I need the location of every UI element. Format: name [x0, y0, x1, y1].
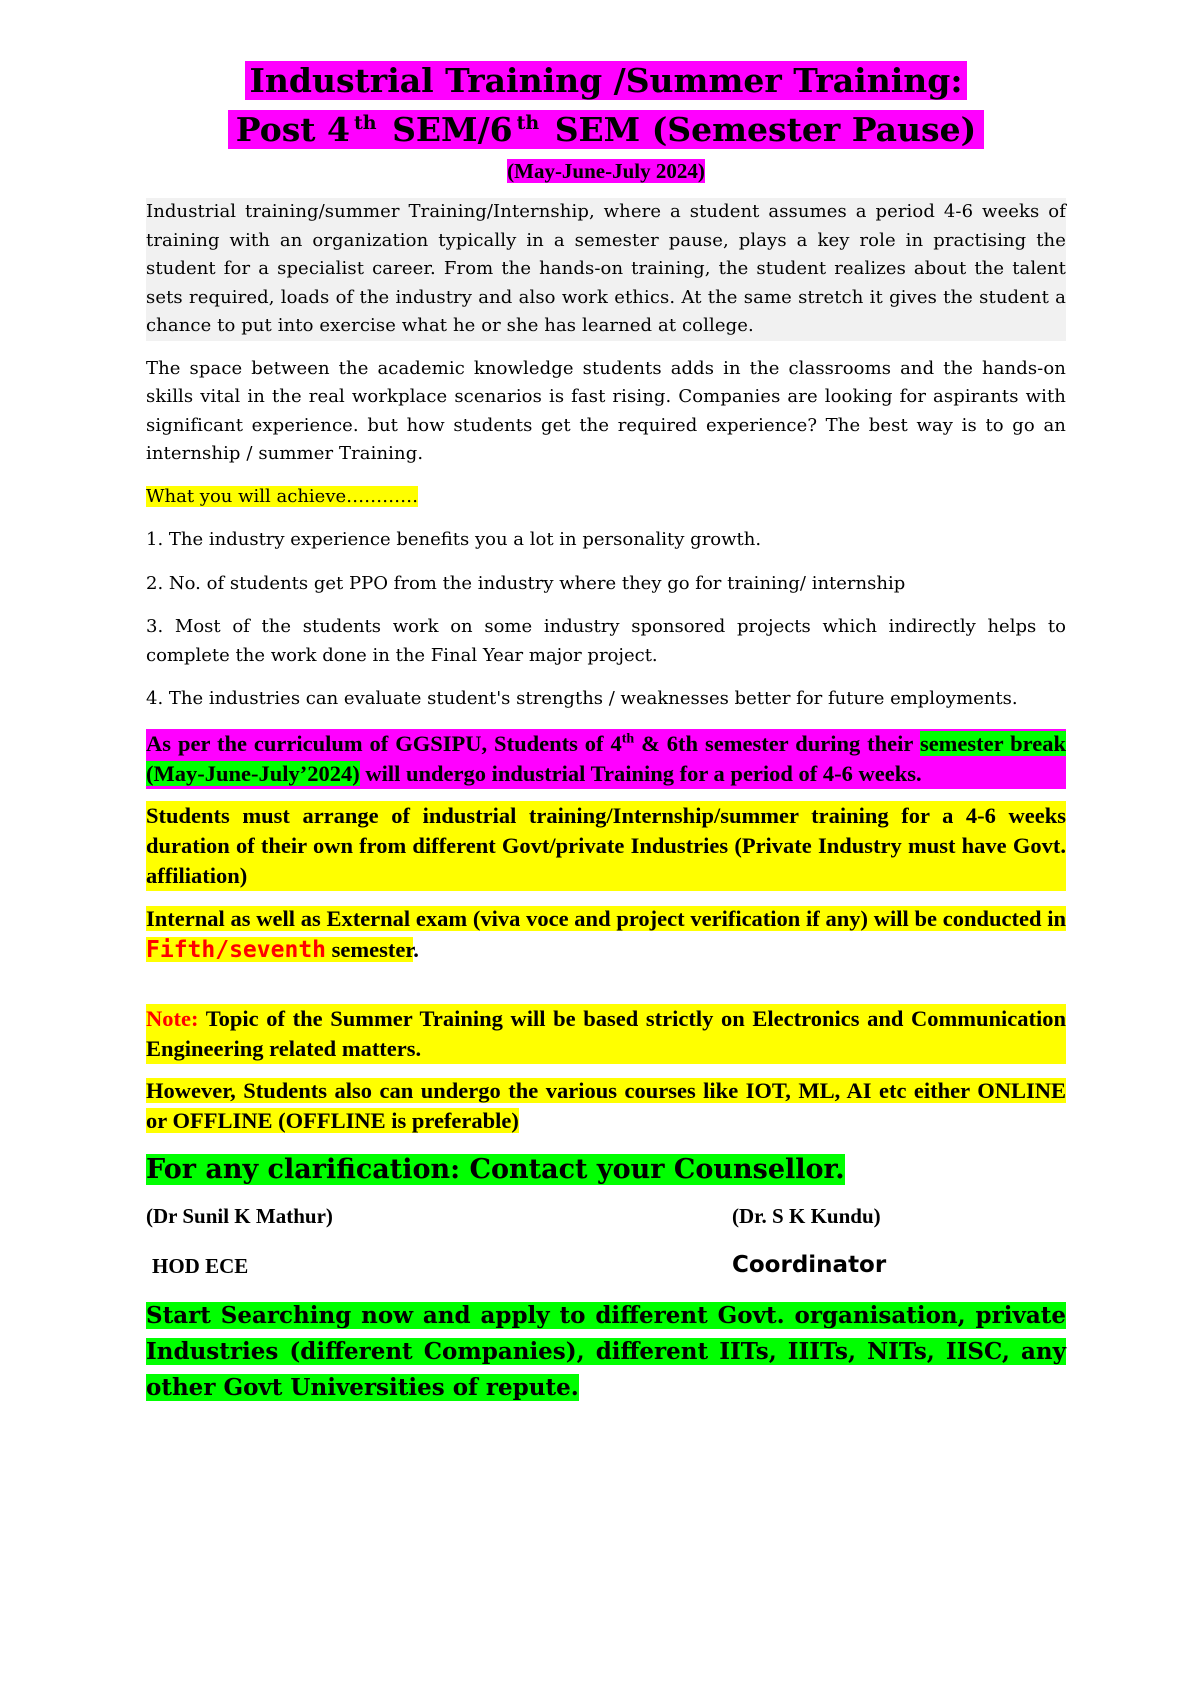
title-line-2: [228, 110, 984, 149]
exam-semester: Fifth/seventh: [146, 936, 327, 963]
signature-roles-row: [146, 1251, 1066, 1288]
note-paragraph: [146, 1004, 1066, 1064]
left-signatory-name: (Dr Sunil K Mathur): [146, 1203, 333, 1228]
note-text: Topic of the Summer Training will be based strictly on Electronics and Communication Engineering related matters.: [146, 1005, 1066, 1061]
title-line-2-part: Post 4: [235, 110, 350, 149]
right-signatory-role: Coordinator: [732, 1251, 887, 1278]
exam-highlight: [146, 906, 1066, 962]
title-dates: [146, 158, 1066, 184]
curriculum-text: will undergo industrial Training for a period of 4-6 weeks.: [359, 760, 922, 786]
note-label: Note:: [146, 1005, 199, 1031]
search-text: Start Searching now and apply to different Govt. organisation, private Industries (different Companies), different IITs, IIITs, NITs, IISC, any other Govt Universities of repute.: [146, 1301, 1066, 1401]
exam-period: .: [413, 936, 419, 962]
spacer: [146, 1238, 1066, 1254]
intro-paragraph-2: The space between the academic knowledge students adds in the classrooms and the hands-on skills vital in the real workplace scenarios is fast rising. Companies are looking for aspirants with significant experience. but how students get the required experience? The best way is to go an internship / summer Training.: [146, 357, 1066, 464]
courses-paragraph: [146, 1076, 1066, 1136]
contact-line: [146, 1152, 1066, 1188]
title-line-2-part: SEM/6: [380, 110, 513, 149]
curriculum-superscript: th: [621, 731, 635, 746]
document-content: [146, 56, 1066, 1406]
achieve-heading-text: What you will achieve…………: [146, 485, 419, 507]
left-signatory-role: HOD ECE: [152, 1253, 249, 1278]
exam-text: Internal as well as External exam (viva voce and project verification if any) will be conducted in: [146, 905, 1066, 931]
achieve-item-2: 2. No. of students get PPO from the industry where they go for training/ internship: [146, 572, 906, 594]
spacer: [146, 978, 1066, 1004]
title-superscript: th: [516, 112, 540, 134]
page-title: [146, 56, 1066, 154]
title-line-2-part: SEM (Semester Pause): [543, 110, 977, 149]
courses-text: However, Students also can undergo the various courses like IOT, ML, AI etc either ONLINE or OFFLINE (OFFLINE is preferable): [146, 1077, 1066, 1133]
curriculum-text: & 6th semester during their: [634, 730, 920, 756]
right-signatory-name: (Dr. S K Kundu): [732, 1203, 881, 1228]
intro-paragraph-1: Industrial training/summer Training/Internship, where a student assumes a period 4-6 weeks of training with an organization typically in a semester pause, plays a key role in practising the student for a specialist career. From the hands-on training, the student realizes about the talent sets required, loads of the industry and also work ethics. At the same stretch it gives the student a chance to put into exercise what he or she has learned at college.: [146, 198, 1066, 341]
title-dates-text: (May-June-July 2024): [507, 159, 705, 183]
contact-text: For any clarification: Contact your Counsellor.: [146, 1153, 845, 1185]
curriculum-paragraph: [146, 729, 1066, 789]
title-line-1: Industrial Training /Summer Training:: [245, 61, 966, 100]
signature-names-row: [146, 1204, 1066, 1238]
curriculum-text: As per the curriculum of GGSIPU, Students of 4: [146, 730, 622, 756]
exam-paragraph: [146, 903, 1066, 966]
arrange-paragraph: Students must arrange of industrial training/Internship/summer training for a 4-6 weeks duration of their own from different Govt/private Industries (Private Industry must have Govt. affiliation): [146, 801, 1066, 891]
achieve-item-1: 1. The industry experience benefits you a lot in personality growth.: [146, 529, 762, 550]
achieve-item-4: 4. The industries can evaluate student's strengths / weaknesses better for future employments.: [146, 688, 1018, 709]
achieve-heading: [146, 483, 1066, 512]
achieve-item-3: 3. Most of the students work on some industry sponsored projects which indirectly helps to complete the work done in the Final Year major project.: [146, 616, 1066, 666]
search-paragraph: [146, 1298, 1066, 1406]
title-superscript: th: [353, 112, 377, 134]
curriculum-highlight: semester break (May-June-July’2024): [146, 730, 1067, 786]
exam-text: semester: [326, 936, 414, 962]
